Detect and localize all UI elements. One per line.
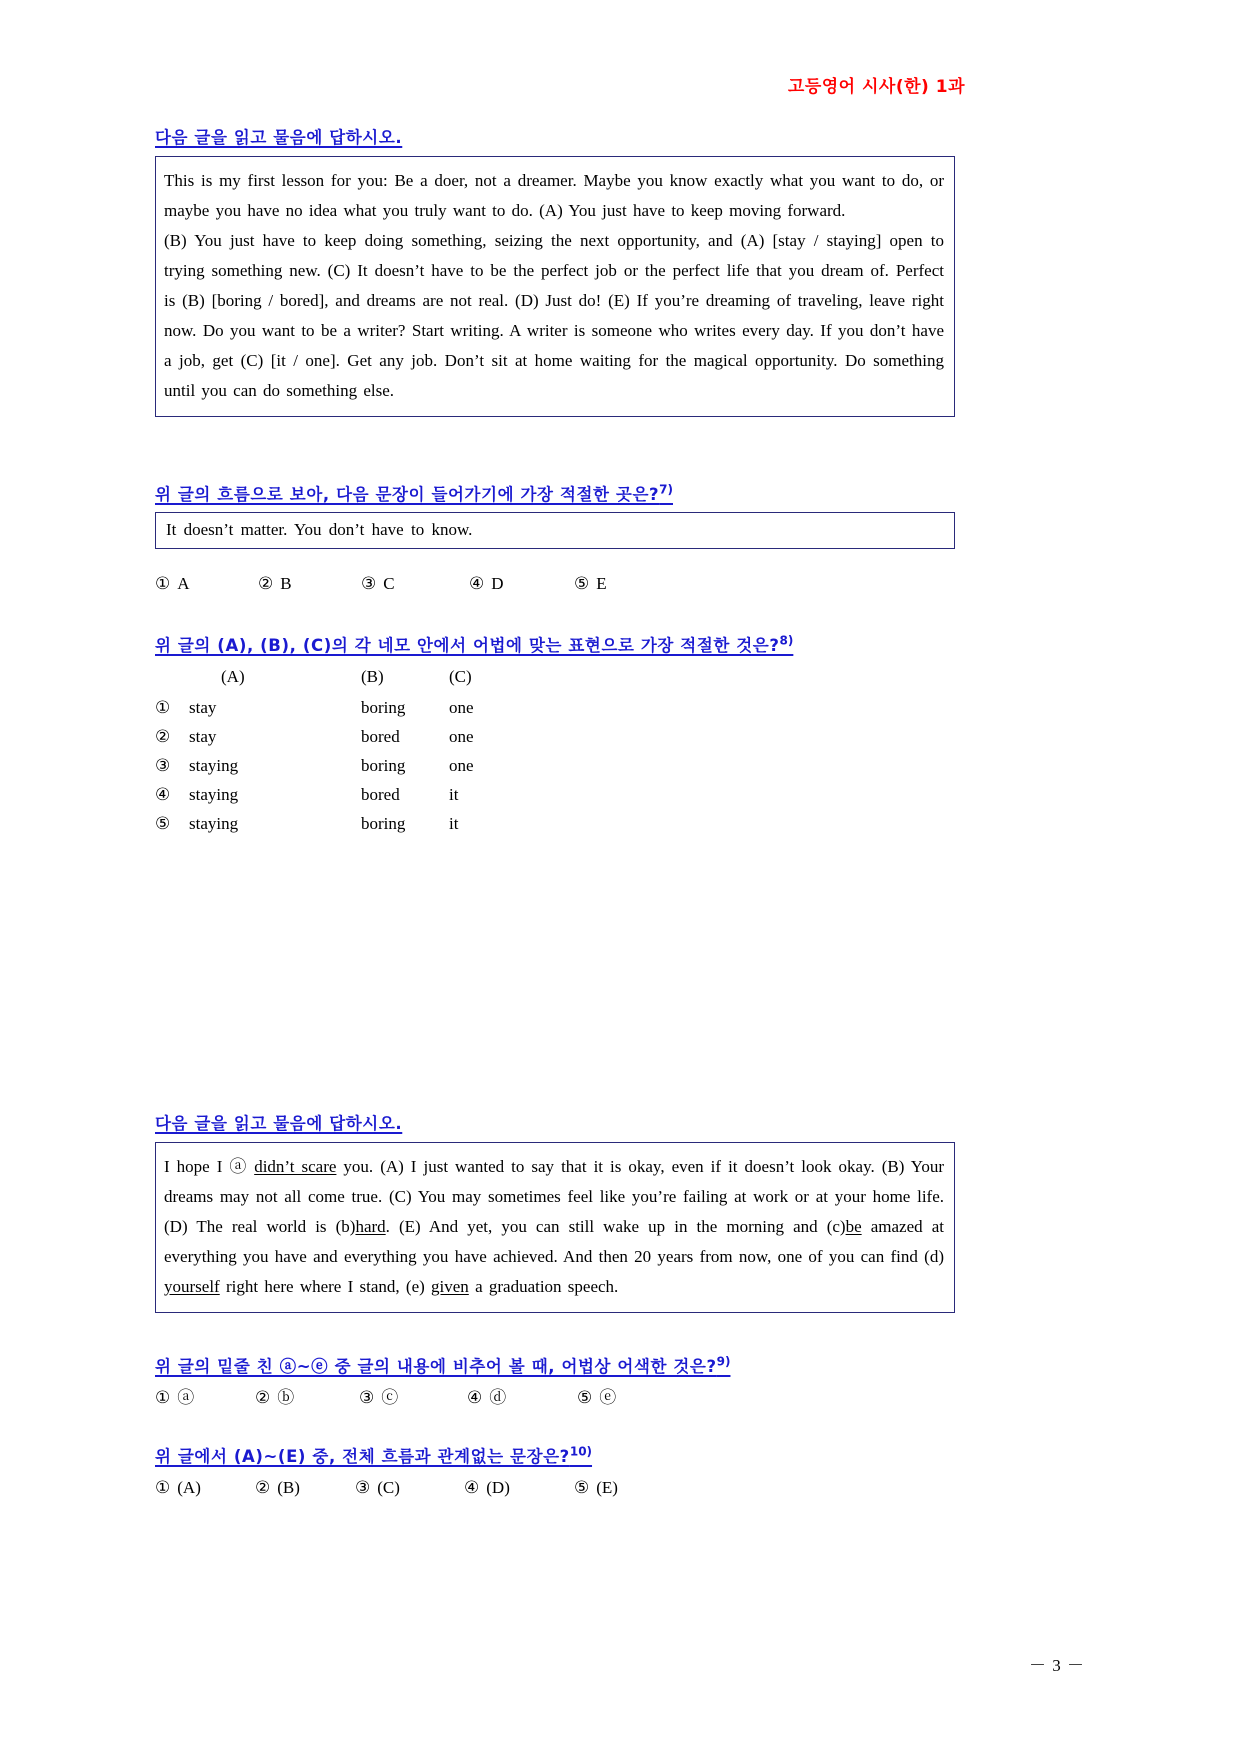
question-8-row-4[interactable] [155, 784, 519, 813]
option-4-number: ④ [467, 1388, 483, 1407]
option-1[interactable] [155, 1385, 255, 1411]
passage-1 [164, 166, 944, 406]
option-3-label: C [383, 574, 395, 593]
question-7-options [155, 571, 955, 597]
option-3-label: (C) [377, 1478, 400, 1497]
row-5-value-a: staying [189, 814, 239, 833]
question-8-row-1[interactable] [155, 697, 519, 726]
row-3-value-c: one [449, 756, 474, 775]
passage-2-box [155, 1142, 955, 1313]
row-4-value-b: bored [361, 785, 400, 804]
question-9-heading [155, 1353, 955, 1377]
row-3-value-a: staying [189, 756, 239, 775]
section-1 [155, 124, 955, 417]
row-1-value-c: one [449, 698, 474, 717]
option-3[interactable] [359, 1385, 467, 1411]
question-8-column-headers [155, 666, 519, 697]
question-10-heading [155, 1443, 955, 1467]
option-5-number: ⑤ [577, 1388, 593, 1407]
column-header-b: (B) [361, 667, 384, 686]
section-1-instruction: 다음 글을 읽고 물음에 답하시오. [155, 128, 403, 147]
row-2-value-b: bored [361, 727, 400, 746]
passage-1-paragraph-2: (B) You just have to keep doing something, seizing the next opportunity, and (A) [stay / staying] open to trying something new. (C) It doesn’t have to be the perfect job or the perfect life that you dream of. Perfect is (B) [boring / bored], and dreams are not real. (D) Just do! (E) If you’re dreaming of traveling, leave right now. Do you want to be a writer? Start writing. A writer is someone who writes every day. If you don’t have a job, get (C) [it / one]. Get any job. Don’t sit at home waiting for the magical opportunity. Do something until you can do something else. [164, 231, 944, 400]
document-title: 고등영어 시사(한) 1과 [787, 77, 965, 97]
option-5-label: ⓔ [599, 1388, 617, 1407]
row-1-number: ① [155, 698, 171, 717]
option-5-label: E [596, 574, 607, 593]
option-1-number: ① [155, 1478, 171, 1497]
option-4-label: D [491, 574, 504, 593]
option-4[interactable] [467, 1385, 577, 1411]
question-10-options [155, 1475, 955, 1501]
row-5-value-b: boring [361, 814, 406, 833]
question-8-heading-text: 위 글의 (A), (B), (C)의 각 네모 안에서 어법에 맞는 표현으로 가장 적절한 것은? [155, 636, 780, 655]
row-5-value-c: it [449, 814, 459, 833]
option-2-label: (B) [277, 1478, 300, 1497]
option-2[interactable] [258, 571, 361, 597]
option-3[interactable] [361, 571, 469, 597]
question-8-number: 8) [779, 633, 794, 648]
passage-2 [164, 1152, 944, 1302]
section-2-instruction: 다음 글을 읽고 물음에 답하시오. [155, 1114, 403, 1133]
page-number: － 3 － [1029, 1656, 1085, 1675]
row-4-number: ④ [155, 785, 171, 804]
option-4[interactable] [469, 571, 574, 597]
question-10-heading-text: 위 글에서 (A)~(E) 중, 전체 흐름과 관계없는 문장은? [155, 1447, 570, 1466]
option-4-label: ⓓ [489, 1388, 507, 1407]
option-3-label: ⓒ [381, 1388, 399, 1407]
question-8-row-5[interactable] [155, 813, 519, 842]
option-1-label: ⓐ [177, 1388, 195, 1407]
option-1-label: (A) [177, 1478, 201, 1497]
option-2-number: ② [258, 574, 274, 593]
row-5-number: ⑤ [155, 814, 171, 833]
option-3-number: ③ [361, 574, 377, 593]
option-1[interactable] [155, 1475, 255, 1501]
question-7 [155, 481, 955, 597]
passage-1-box [155, 156, 955, 417]
column-header-a: (A) [221, 667, 245, 686]
row-2-value-c: one [449, 727, 474, 746]
option-5[interactable] [574, 571, 607, 597]
question-9-heading-text: 위 글의 밑줄 친 ⓐ~ⓔ 중 글의 내용에 비추어 볼 때, 어법상 어색한 것은? [155, 1357, 717, 1376]
spacer-cell [155, 666, 189, 697]
passage-1-paragraph-1: This is my first lesson for you: Be a doer, not a dreamer. Maybe you know exactly what you want to do, or maybe you have no idea what you truly want to do. (A) You just have to keep moving forward. [164, 171, 944, 220]
question-9 [155, 1353, 955, 1411]
option-1-label: A [177, 574, 190, 593]
question-8-heading [155, 632, 955, 656]
option-5-number: ⑤ [574, 574, 590, 593]
option-4-number: ④ [469, 574, 485, 593]
row-2-number: ② [155, 727, 171, 746]
option-2[interactable] [255, 1475, 355, 1501]
option-2-number: ② [255, 1478, 271, 1497]
option-5[interactable] [577, 1385, 616, 1411]
question-7-given-sentence: It doesn’t matter. You don’t have to know. [166, 520, 473, 539]
option-2[interactable] [255, 1385, 359, 1411]
option-3-number: ③ [359, 1388, 375, 1407]
question-9-options [155, 1385, 955, 1411]
question-8-row-2[interactable] [155, 726, 519, 755]
question-7-heading-text: 위 글의 흐름으로 보아, 다음 문장이 들어가기에 가장 적절한 곳은? [155, 485, 660, 504]
document-header [0, 72, 1240, 97]
question-10-number: 10) [569, 1444, 593, 1459]
question-7-number: 7) [659, 482, 673, 497]
row-1-value-a: stay [189, 698, 217, 717]
option-2-number: ② [255, 1388, 271, 1407]
option-4[interactable] [464, 1475, 574, 1501]
option-1[interactable] [155, 571, 258, 597]
option-4-label: (D) [486, 1478, 510, 1497]
section-2 [155, 1110, 955, 1313]
row-3-value-b: boring [361, 756, 406, 775]
option-3[interactable] [355, 1475, 464, 1501]
option-2-label: ⓑ [277, 1388, 295, 1407]
question-8 [155, 632, 955, 842]
question-9-number: 9) [716, 1354, 731, 1369]
option-5-label: (E) [596, 1478, 618, 1497]
question-8-options-table [155, 666, 519, 842]
option-3-number: ③ [355, 1478, 371, 1497]
option-1-number: ① [155, 1388, 171, 1407]
passage-2-paragraph: I hope I ⓐ didn’t scare you. (A) I just wanted to say that it is okay, even if it doesn’t look okay. (B) Your dreams may not all come true. (C) You may sometimes feel like you’re failing at work or at your home life. (D) The real world is (b)hard. (E) And yet, you can still wake up in the morning and (c)be amazed at everything you have and everything you have achieved. And then 20 years from now, one of you can find (d) yourself right here where I stand, (e) given a graduation speech. [164, 1157, 945, 1296]
column-header-c: (C) [449, 667, 472, 686]
row-4-value-c: it [449, 785, 459, 804]
question-7-given-sentence-box [155, 512, 955, 549]
row-2-value-a: stay [189, 727, 217, 746]
row-4-value-a: staying [189, 785, 239, 804]
row-1-value-b: boring [361, 698, 406, 717]
row-3-number: ③ [155, 756, 171, 775]
option-2-label: B [280, 574, 292, 593]
option-5[interactable] [574, 1475, 618, 1501]
question-7-heading [155, 481, 955, 505]
question-8-row-3[interactable] [155, 755, 519, 784]
option-4-number: ④ [464, 1478, 480, 1497]
option-5-number: ⑤ [574, 1478, 590, 1497]
question-10 [155, 1443, 955, 1501]
option-1-number: ① [155, 574, 171, 593]
